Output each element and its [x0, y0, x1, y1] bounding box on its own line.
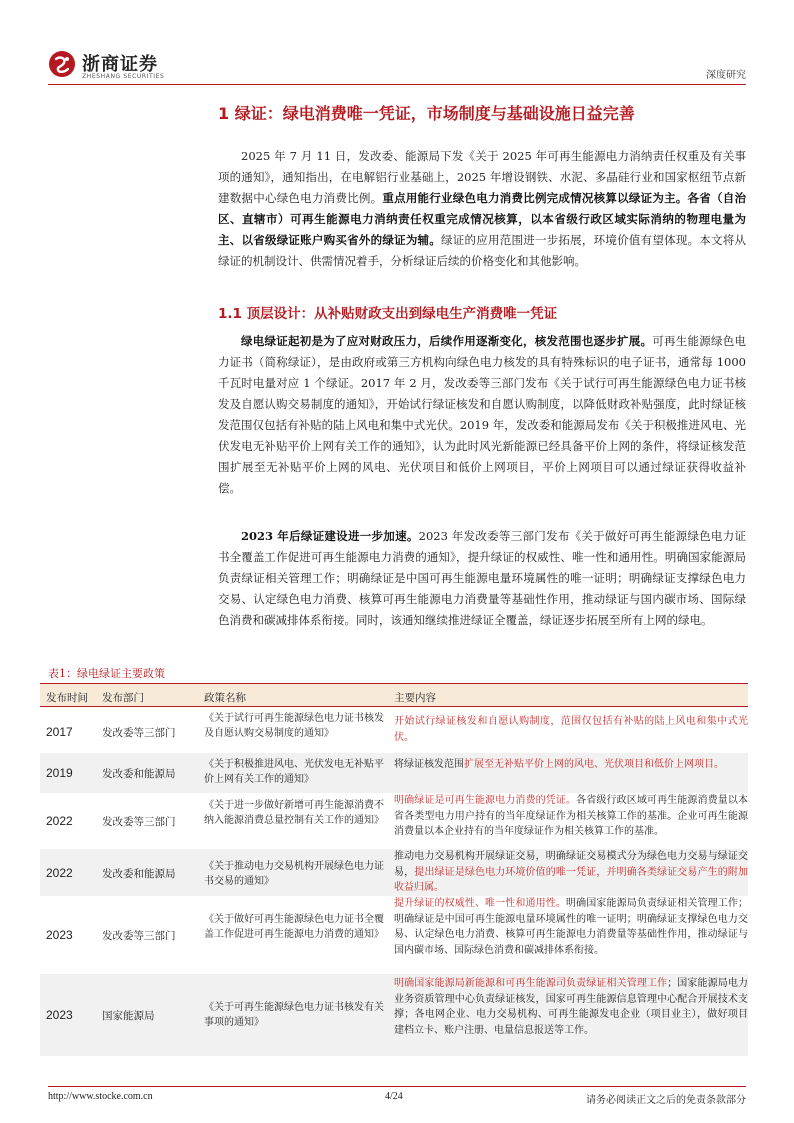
header-content: 主要内容 — [394, 692, 436, 704]
header-divider — [48, 84, 746, 85]
cell-content — [394, 896, 748, 958]
table-row — [40, 793, 748, 849]
cell-policy-name: 《关于做好可再生能源绿色电力证书全覆盖工作促进可再生能源电力消费的通知》 — [204, 914, 384, 940]
text-run: 可再生能源绿色电力证书（简称绿证），是由政府或第三方机构向绿色电力核发的具有特殊标识的电子证书，通常每 1000 千瓦时电量对应 1 个绿证。2017 年 2 月，发改委等三部门发布《关于试行可再生能源绿色电力证书核发及自愿认购交易制度的通知》，开始试行绿证核发和自愿认购制度，以降低财政补贴强度，此时绿证核发范围仅包括有补贴的陆上风电和集中式光伏。2019 年，发改委和能源局发布《关于积极推进风电、光伏发电无补贴平价上网有关工作的通知》，认为此时风光新能源已经具备平价上网的条件，将绿证核发范围扩展至无补贴平价上网的风电、光伏项目和低价上网项目，平价上网项目可以通过绿证获得收益补偿。 — [218, 334, 746, 495]
cell-policy-name: 《关于推动电力交易机构开展绿色电力证书交易的通知》 — [204, 861, 384, 887]
table-row — [40, 708, 748, 753]
footer-url-link[interactable]: http://www.stocke.com.cn — [48, 1091, 153, 1102]
page-number: 4/24 — [385, 1091, 403, 1102]
text-run: 推动电力交易机构开展绿证交易，明确绿证交易模式分为绿色电力交易与绿证交易， — [394, 851, 748, 878]
table-row — [40, 974, 748, 1056]
cell-content — [394, 849, 748, 896]
header-year: 发布时间 — [46, 692, 88, 704]
text-run: 明确国家能源局新能源和可再生能源司负责绿证相关管理工作 — [394, 978, 668, 989]
cell-year: 2022 — [46, 866, 73, 880]
paragraph-2 — [218, 331, 746, 499]
text-run: 提升绿证的权威性、唯一性和通用性。 — [394, 898, 566, 909]
cell-content — [394, 793, 748, 840]
company-name: 浙商证券 — [82, 54, 158, 75]
text-run: 明确绿证是可再生能源电力消费的凭证。 — [394, 795, 577, 806]
paragraph-1 — [218, 146, 746, 272]
cell-dept: 发改委等三部门 — [102, 727, 176, 739]
paragraph-3 — [218, 526, 746, 631]
text-run: 提出绿证是绿色电力环境价值的唯一凭证，并明确各类绿证交易产生的附加收益归属。 — [394, 866, 749, 894]
text-run: 各省级行政区域可再生能源消费量以本省各类型电力用户持有的当年度绿证作为相关核算工作的基准。企业可再生能源消费量以本企业持有的当年度绿证作为相关核算工作的基准。 — [394, 795, 749, 838]
cell-policy-name: 《关于试行可再生能源绿色电力证书核发及自愿认购交易制度的通知》 — [204, 713, 384, 739]
company-name-en: ZHESHANG SECURITIES — [82, 73, 165, 80]
table-caption: 表1：绿电绿证主要政策 — [48, 667, 165, 680]
text-run: 重点用能行业绿色电力消费比例完成情况核算以绿证为主。各省（自治区、直辖市）可再生能源电力消纳责任权重完成情况核算，以本省级行政区域实际消纳的物理电量为主、以省级绿证账户购买省外的绿证为辅。 — [218, 191, 746, 247]
cell-dept: 发改委和能源局 — [102, 868, 176, 880]
text-run: 将绿证核发范围 — [394, 759, 464, 770]
table-row — [40, 849, 748, 896]
table-header-rule — [40, 706, 748, 707]
text-run: 绿电绿证起初是为了应对财政压力，后续作用逐渐变化，核发范围也逐步扩展。 — [241, 334, 653, 348]
cell-year: 2022 — [46, 814, 73, 828]
footer-divider — [48, 1086, 746, 1087]
text-run: 2023 年后绿证建设进一步加速。 — [241, 529, 419, 543]
cell-content — [394, 757, 748, 773]
cell-policy-name: 《关于可再生能源绿色电力证书核发有关事项的通知》 — [204, 1002, 384, 1028]
table-header — [40, 684, 748, 706]
section-title: 1 绿证：绿电消费唯一凭证，市场制度与基础设施日益完善 — [218, 104, 635, 123]
document-type: 深度研究 — [706, 70, 746, 81]
text-run: 2023 年发改委等三部门发布《关于做好可再生能源绿色电力证书全覆盖工作促进可再生能源电力消费的通知》，提升绿证的权威性、唯一性和通用性。明确国家能源局负责绿证相关管理工作；明确绿证是中国可再生能源电量环境属性的唯一证明；明确绿证支撑绿色电力交易、认定绿色电力消费、核算可再生能源电力消费量等基础性作用，推动绿证与国内碳市场、国际绿色消费和碳减排体系衔接。同时，该通知继续推进绿证全覆盖，绿证逐步拓展至所有上网的绿电。 — [218, 529, 746, 627]
cell-year: 2017 — [46, 725, 73, 739]
cell-year: 2023 — [46, 928, 73, 942]
footer-disclaimer: 请务必阅读正文之后的免责条款部分 — [586, 1095, 746, 1106]
cell-content — [394, 714, 748, 745]
cell-policy-name: 《关于进一步做好新增可再生能源消费不纳入能源消费总量控制有关工作的通知》 — [204, 800, 384, 826]
text-run: 明确国家能源局负责绿证相关管理工作；明确绿证是中国可再生能源电量环境属性的唯一证明；明确绿证支撑绿色电力交易、认定绿色电力消费、核算可再生能源电力消费量等基础性作用，推动绿证与国内碳市场、国际绿色消费和碳减排体系衔接。 — [394, 898, 748, 956]
table-row — [40, 896, 748, 974]
cell-dept: 发改委等三部门 — [102, 930, 176, 942]
cell-year: 2019 — [46, 766, 73, 780]
cell-year: 2023 — [46, 1008, 73, 1022]
cell-dept: 发改委和能源局 — [102, 768, 176, 780]
cell-dept: 发改委等三部门 — [102, 816, 176, 828]
text-run: 扩展至无补贴平价上网的风电、光伏项目和低价上网项目。 — [464, 759, 724, 770]
text-run: ；国家能源局电力业务资质管理中心负责绿证核发，国家可再生能源信息管理中心配合开展技术支撑；各电网企业、电力交易机构、可再生能源发电企业（项目业主），做好项目建档立卡、账户注册、电量信息报送等工作。 — [394, 978, 749, 1036]
subsection-title: 1.1 顶层设计：从补贴财政支出到绿电生产消费唯一凭证 — [218, 306, 558, 322]
page-header — [0, 0, 794, 92]
cell-dept: 国家能源局 — [102, 1010, 155, 1022]
header-policy-name: 政策名称 — [204, 692, 246, 704]
header-dept: 发布部门 — [102, 692, 144, 704]
text-run: 2025 年 7 月 11 日，发改委、能源局下发《关于 2025 年可再生能源电力消纳责任权重及有关事项的通知》，通知指出，在电解铝行业基础上，2025 年增设钢铁、水泥、多晶硅行业和国家枢纽节点新建数据中心绿色电力消费比例。 — [218, 149, 746, 205]
text-run: 绿证的应用范围进一步拓展，环境价值有望体现。本文将从绿证的机制设计、供需情况着手，分析绿证后续的价格变化和其他影响。 — [218, 233, 747, 268]
company-logo-icon — [48, 50, 76, 78]
cell-policy-name: 《关于积极推进风电、光伏发电无补贴平价上网有关工作的通知》 — [204, 759, 384, 785]
cell-content — [394, 976, 748, 1038]
table-row — [40, 753, 748, 793]
text-run: 开始试行绿证核发和自愿认购制度，范围仅包括有补贴的陆上风电和集中式光伏。 — [394, 716, 748, 743]
